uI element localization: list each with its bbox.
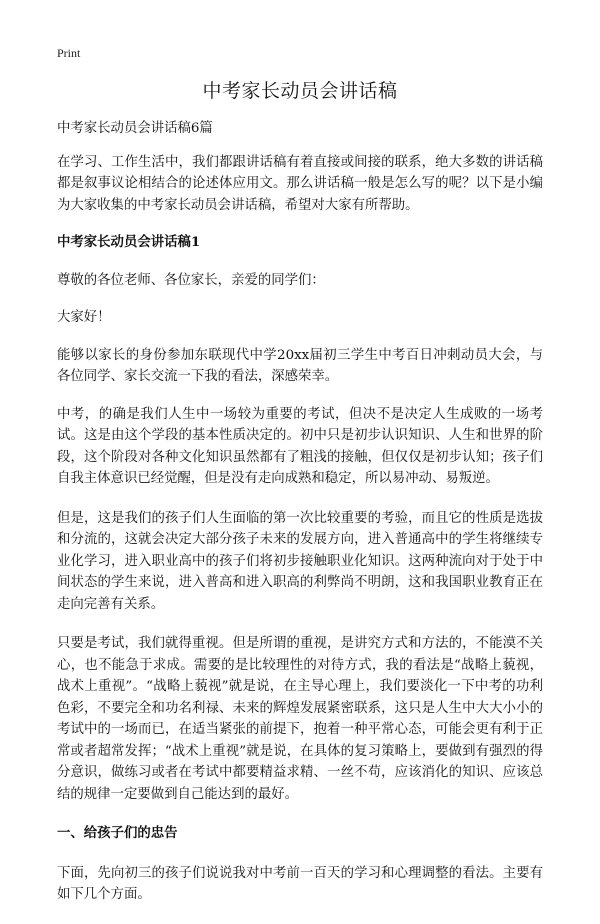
subheading: 一、给孩子们的忠告 xyxy=(57,825,178,841)
greeting: 大家好！ xyxy=(57,310,111,325)
document-title: 中考家长动员会讲话稿 xyxy=(202,80,398,102)
document-body xyxy=(57,118,543,924)
salutation: 尊敬的各位老师、各位家长，亲爱的同学们： xyxy=(57,272,325,288)
body-paragraph-1: 能够以家长的身份参加东联现代中学20xx届初三学生中考百日冲刺动员大会，与各位同学、家长交流一下我的看法，深感荣幸。 xyxy=(57,347,543,384)
print-link[interactable]: Print xyxy=(57,46,81,60)
body-paragraph-3: 但是，这是我们的孩子们人生面临的第一次比较重要的考验，而且它的性质是选拔和分流的，这就会决定大部分孩子未来的发展方向，进入普通高中的学生将继续专业化学习，进入职业高中的孩子们将初步接触职业化知识。这两种流向对于处于中间状态的学生来说，进入普高和进入职高的利弊尚不明朗，这和我国职业教育正在走向完善有关系。 xyxy=(57,510,543,612)
section-heading: 中考家长动员会讲话稿1 xyxy=(57,234,201,250)
body-paragraph-5: 下面，先向初三的孩子们说说我对中考前一百天的学习和心理调整的看法。主要有如下几个方面。 xyxy=(57,865,543,902)
intro-paragraph: 在学习、工作生活中，我们都跟讲话稿有着直接或间接的联系，绝大多数的讲话稿都是叙事议论相结合的论述体应用文。那么讲话稿一般是怎么写的呢？以下是小编为大家收集的中考家长动员会讲话稿，希望对大家有所帮助。 xyxy=(57,154,543,213)
body-paragraph-2: 中考，的确是我们人生中一场较为重要的考试，但决不是决定人生成败的一场考试。这是由这个学段的基本性质决定的。初中只是初步认识知识、人生和世界的阶段，这个阶段对各种文化知识虽然都有了粗浅的接触，但仅仅是初步认知；孩子们自我主体意识已经觉醒，但是没有走向成熟和稳定，所以易冲动、易叛逆。 xyxy=(57,406,543,486)
document-subtitle: 中考家长动员会讲话稿6篇 xyxy=(57,121,213,136)
body-paragraph-4: 只要是考试，我们就得重视。但是所谓的重视，是讲究方式和方法的，不能漠不关心，也不能急于求成。需要的是比较理性的对待方式，我的看法是“战略上藐视，战术上重视”。“战略上藐视”就是说，在主导心理上，我们要淡化一下中考的功利色彩，不要完全和功名利禄、未来的辉煌发展紧密联系，这只是人生中大大小小的考试中的一场而已，在适当紧张的前提下，抱着一种平常心态，可能会更有利于正常或者超常发挥；“战术上重视”就是说，在具体的复习策略上，要做到有强烈的得分意识，做练习或者在考试中都要精益求精、一丝不苟，应该消化的知识、应该总结的规律一定要做到自己能达到的最好。 xyxy=(57,636,543,802)
